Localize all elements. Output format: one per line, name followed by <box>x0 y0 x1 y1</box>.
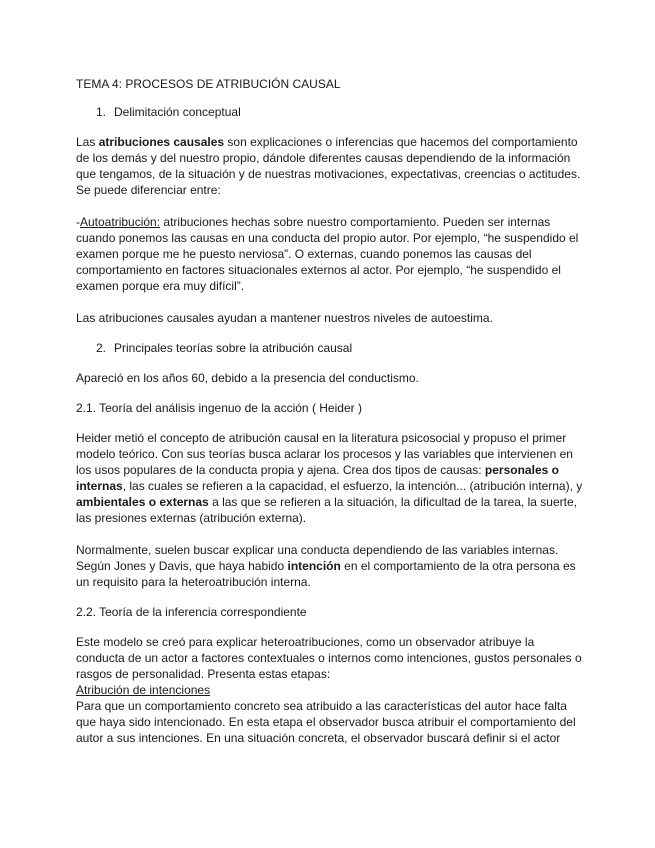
paragraph-autoestima: Las atribuciones causales ayudan a mantener nuestros niveles de autoestima. <box>76 311 493 325</box>
paragraph-autoatribucion: -Autoatribución: atribuciones hechas sobre nuestro comportamiento. Pueden ser internas cuando ponemos las causas en una conducta del propio autor. Por ejemplo, “he suspendido el examen porque me he puesto nerviosa”. O externas, cuando ponemos las causas del comportamiento en factores situacionales externos al actor. Por ejemplo, “he suspendido el examen porque era muy difícil”. <box>76 215 579 293</box>
bold-term: intención <box>287 559 341 573</box>
paragraph-modelo: Este modelo se creó para explicar heteroatribuciones, como un observador atribuye la conducta de un actor a factores contextuales o internos como intenciones, gustos personales o rasgos de personalidad. Presenta estas etapas: <box>76 635 582 681</box>
bold-term: ambientales o externas <box>76 495 209 509</box>
section-heading-1 <box>76 104 586 120</box>
document-body <box>76 76 586 746</box>
subsection-heading-2-1: 2.1. Teoría del análisis ingenuo de la acción ( Heider ) <box>76 401 362 415</box>
paragraph-jones-davis: Normalmente, suelen buscar explicar una conducta dependiendo de las variables internas. Según Jones y Davis, que haya habido intención en el comportamiento de la otra persona es un requisito para la heteroatribución interna. <box>76 543 576 589</box>
paragraph-origen: Apareció en los años 60, debido a la presencia del conductismo. <box>76 371 419 385</box>
subsection-heading-2-2: 2.2. Teoría de la inferencia correspondiente <box>76 605 307 619</box>
section-number: 1. <box>96 105 107 119</box>
paragraph-atribuciones: Las atribuciones causales son explicaciones o inferencias que hacemos del comportamiento de los demás y del nuestro propio, dándole diferentes causas dependiendo de la información que tengamos, de la situación y de nuestras motivaciones, expectativas, creencias o actitudes. Se puede diferenciar entre: <box>76 135 581 197</box>
section-number: 2. <box>96 341 107 355</box>
section-title: Delimitación conceptual <box>114 105 241 119</box>
section-title: Principales teorías sobre la atribución causal <box>114 341 353 355</box>
paragraph-heider: Heider metió el concepto de atribución causal en la literatura psicosocial y propuso el primer modelo teórico. Con sus teorías busca aclarar los procesos y las variables que intervienen en los usos populares de la conducta propia y ajena. Crea dos tipos de causas: personales o internas, las cuales se refieren a la capacidad, el esfuerzo, la intención... (atribución interna), y ambientales o externas a las que se refieren a la situación, la dificultad de la tarea, la suerte, las presiones externas (atribución externa). <box>76 431 583 525</box>
bold-term: atribuciones causales <box>98 135 225 149</box>
section-heading-2 <box>76 340 586 356</box>
underlined-term: Autoatribución: <box>80 215 161 229</box>
bold-term: personales o internas <box>76 463 559 493</box>
document-title: TEMA 4: PROCESOS DE ATRIBUCIÓN CAUSAL <box>76 77 341 91</box>
subheading-atribucion-intenciones: Atribución de intenciones <box>76 683 211 697</box>
paragraph-intenciones: Para que un comportamiento concreto sea atribuido a las características del autor hace falta que haya sido intencionado. En esta etapa el observador busca atribuir el comportamiento del autor a sus intenciones. En una situación concreta, el observador buscará definir si el actor <box>76 699 576 745</box>
